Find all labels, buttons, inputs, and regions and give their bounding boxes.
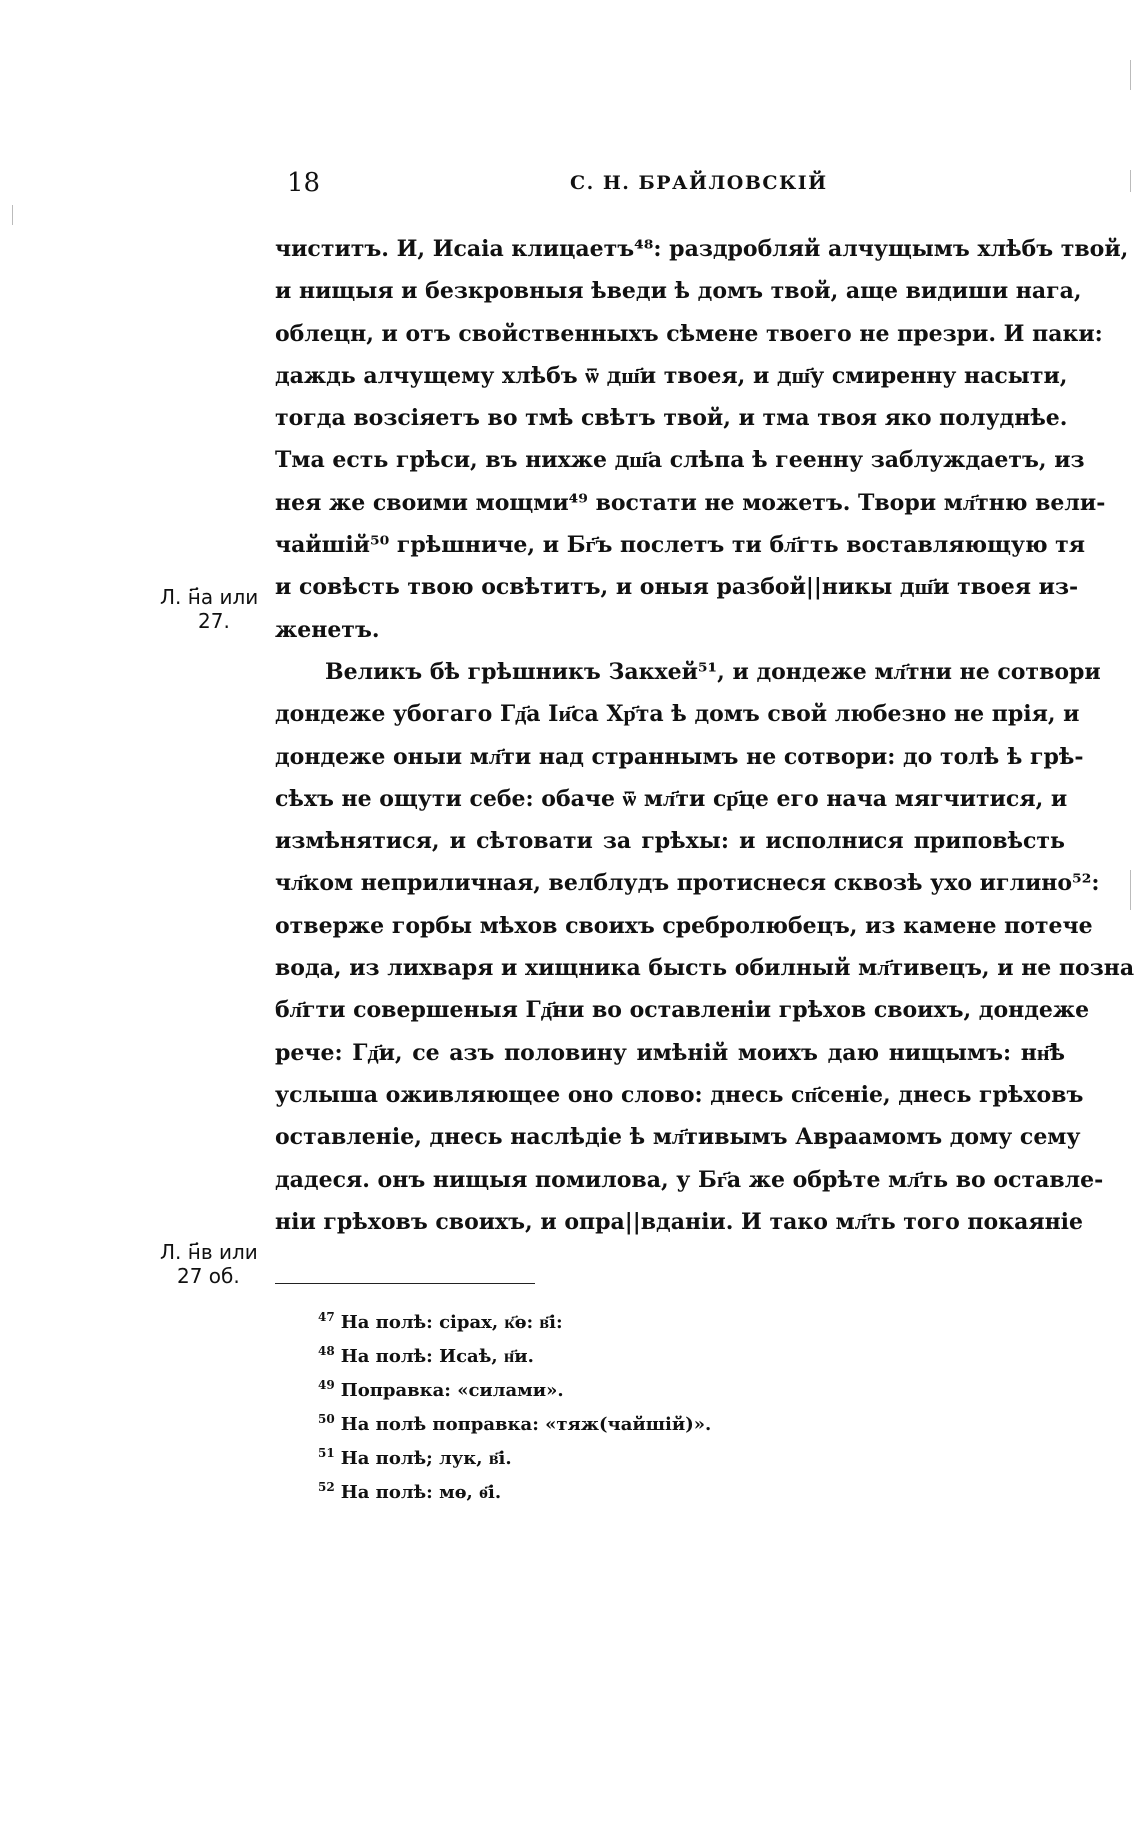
footnote-number: 52 <box>318 1480 335 1494</box>
text-line: тогда возсіяетъ во тмѣ свѣтъ твой, и тма твоя яко полуднѣе. <box>275 405 1068 432</box>
text-line: ніи грѣховъ своихъ, и опра||вданіи. И тако мл҃ть того покаяніе <box>275 1208 1084 1235</box>
footnote-text: На полѣ поправка: «тяж(чайшій)». <box>340 1414 712 1435</box>
page-number: 18 <box>287 168 321 198</box>
footnote-text: На полѣ; лук, в҃і. <box>340 1448 512 1469</box>
text-line: бл҃гти совершеныя Гд҃ни во оставленіи грѣхов своихъ, дондеже <box>275 997 1090 1024</box>
footnote <box>318 1334 711 1368</box>
footnotes <box>318 1300 711 1504</box>
text-line: даждь алчущему хлѣбъ ѿ дш҃и твоея, и дш҃у смиренну насыти, <box>275 362 1068 389</box>
margin-note-line: Л. н҃в или <box>160 1240 258 1264</box>
text-line: услыша оживляющее оно слово: днесь сп҃сеніе, днесь грѣховъ <box>275 1081 1084 1108</box>
footnote <box>318 1402 711 1436</box>
footnote-number: 50 <box>318 1412 335 1426</box>
footnote-text: На полѣ: сірах, к҃ѳ: в҃і: <box>340 1312 563 1333</box>
running-head: С. Н. БРАЙЛОВСКІЙ <box>570 172 828 194</box>
text-line: Великъ бѣ грѣшникъ Закхей⁵¹, и дондеже мл҃тни не сотвори <box>325 658 1101 685</box>
footnote-text: На полѣ: Исаѣ, н҃и. <box>340 1346 534 1367</box>
text-line: дадеся. онъ нищыя помилова, у Бг҃а же обрѣте мл҃ть во оставле- <box>275 1166 1104 1193</box>
footnote <box>318 1470 711 1504</box>
scan-artifact <box>1130 170 1131 192</box>
scan-artifact <box>1130 870 1131 910</box>
text-line: рече: Гд҃и, се азъ половину имѣній моихъ даю нищымъ: нн҃ѣ <box>275 1039 1065 1066</box>
text-line: сѣхъ не ощути себе: обаче ѿ мл҃ти ср҃це его нача мягчитися, и <box>275 785 1068 812</box>
text-line: дондеже убогаго Гд҃а Іи҃са Хр҃та ѣ домъ свой любезно не прія, и <box>275 701 1080 728</box>
text-line: и нищыя и безкровныя ѣведи ѣ домъ твой, аще видиши нага, <box>275 278 1082 305</box>
footnote-number: 49 <box>318 1378 335 1392</box>
footnote-number: 47 <box>318 1310 335 1324</box>
text-line: измѣнятися, и сѣтовати за грѣхы: и исполнися приповѣсть <box>275 828 1065 855</box>
scan-artifact <box>12 205 13 225</box>
footnote <box>318 1368 711 1402</box>
text-line: чайшій⁵⁰ грѣшниче, и Бг҃ъ послетъ ти бл҃гть воставляющую тя <box>275 532 1086 559</box>
text-line: оставленіе, днесь наслѣдіе ѣ мл҃тивымъ Авраамомъ дому сему <box>275 1124 1081 1151</box>
margin-note <box>160 1240 258 1288</box>
body-text <box>275 228 1135 1243</box>
text-line: чиститъ. И, Исаіа клицаетъ⁴⁸: раздробляй алчущымъ хлѣбъ твой, <box>275 236 1129 262</box>
margin-note-line: Л. н҃а или <box>160 585 259 609</box>
text-line: нея же своими мощми⁴⁹ востати не можетъ. Твори мл҃тню вели- <box>275 489 1106 516</box>
footnote <box>318 1300 711 1334</box>
margin-note-line: 27. <box>198 609 230 633</box>
footnote-rule <box>275 1283 535 1284</box>
text-line: и совѣсть твою освѣтитъ, и оныя разбой||никы дш҃и твоея из- <box>275 574 1079 601</box>
text-line: облецн, и отъ свойственныхъ сѣмене твоего не презри. И паки: <box>275 320 1103 347</box>
footnote-number: 48 <box>318 1344 335 1358</box>
paragraph <box>275 651 1135 1243</box>
paragraph <box>275 228 1129 651</box>
text-line: Тма есть грѣси, въ нихже дш҃а слѣпа ѣ геенну заблуждаетъ, из <box>275 447 1085 474</box>
footnote-text: На полѣ: мѳ, ѳ҃і. <box>340 1482 502 1503</box>
margin-note <box>160 585 258 633</box>
footnote-number: 51 <box>318 1446 335 1460</box>
text-line: вода, из лихваря и хищника бысть обилный мл҃тивецъ, и не позна <box>275 955 1135 982</box>
text-line: чл҃ком неприличная, велблудъ протиснеся сквозѣ ухо иглино⁵²: <box>275 870 1100 897</box>
text-line: дондеже оныи мл҃ти над страннымъ не сотвори: до толѣ ѣ грѣ- <box>275 743 1084 770</box>
margin-note-line: 27 об. <box>177 1264 240 1288</box>
footnote <box>318 1436 711 1470</box>
text-line: женетъ. <box>275 616 380 643</box>
scan-artifact <box>1130 60 1131 90</box>
footnote-text: Поправка: «силами». <box>340 1380 564 1401</box>
text-line: отверже горбы мѣхов своихъ сребролюбецъ, из камене потече <box>275 912 1093 939</box>
